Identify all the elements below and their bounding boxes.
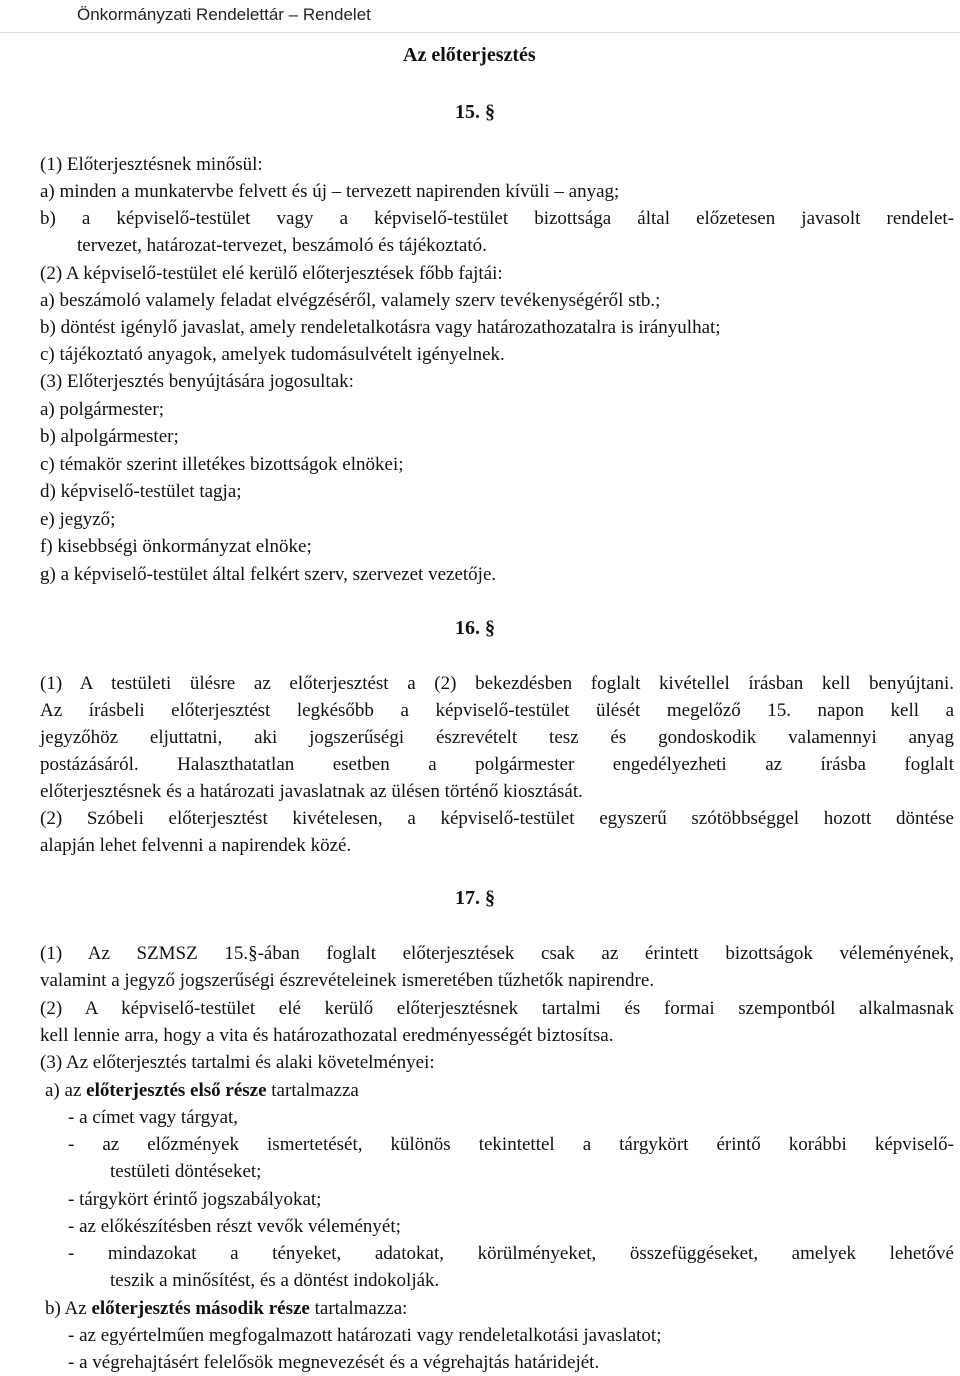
s16-line5: előterjesztésnek és a határozati javaslatnak az ülésen történő kiosztását. — [40, 781, 583, 802]
s17-item-a — [45, 1077, 959, 1104]
s16-line1: (1) A testületi ülésre az előterjesztést a (2) bekezdésben foglalt kivétellel írásban kell benyújtani. — [40, 673, 954, 694]
s15-p3c: c) témakör szerint illetékes bizottságok elnökei; — [40, 454, 404, 475]
s16-line3: jegyzőhöz eljuttatni, aki jogszerűségi észrevételt tesz és gondoskodik valamennyi anyag — [40, 727, 954, 748]
s17-line1: (1) Az SZMSZ 15.§-ában foglalt előterjesztések csak az érintett bizottságok véleményének, — [40, 943, 954, 964]
s15-p1b-line1: b) a képviselő-testület vagy a képviselő-testület bizottsága által előzetesen javasolt rendelet- — [40, 208, 954, 229]
section-17-heading: 17. § — [455, 887, 495, 909]
s17-a5-line2: teszik a minősítést, és a döntést indokolják. — [110, 1270, 440, 1291]
s17-a5-line1: - mindazokat a tényeket, adatokat, körülményeket, összefüggéseket, amelyek lehetővé — [68, 1243, 954, 1264]
s15-p1b-line2: tervezet, határozat-tervezet, beszámoló és tájékoztató. — [77, 235, 487, 256]
s15-p2b: b) döntést igénylő javaslat, amely rendeletalkotásra vagy határozathozatalra is irányulhat; — [40, 317, 721, 338]
s17-item-b-post: tartalmazza: — [309, 1298, 408, 1319]
s17-b1: - az egyértelműen megfogalmazott határozati vagy rendeletalkotási javaslatot; — [68, 1325, 662, 1346]
s16-line6: (2) Szóbeli előterjesztést kivételesen, a képviselő-testület egyszerű szótöbbséggel hozott döntése — [40, 808, 954, 829]
s17-a4: - az előkészítésben részt vevők véleményét; — [68, 1216, 401, 1237]
s16-line7: alapján lehet felvenni a napirendek közé. — [40, 835, 352, 856]
s17-item-a-pre: a) az — [45, 1080, 87, 1101]
s15-p3f: f) kisebbségi önkormányzat elnöke; — [40, 536, 312, 557]
s17-line2: valamint a jegyző jogszerűségi észrevételeinek ismeretében tűzhetők napirendre. — [40, 970, 655, 991]
s15-p3b: b) alpolgármester; — [40, 426, 179, 447]
s17-a1: - a címet vagy tárgyat, — [68, 1107, 239, 1128]
s17-item-b-bold: előterjesztés második része — [91, 1298, 310, 1319]
s17-a2-line1: - az előzmények ismertetését, különös tekintettel a tárgykört érintő korábbi képviselő- — [68, 1134, 954, 1155]
breadcrumb-link[interactable]: Önkormányzati Rendelettár – Rendelet — [77, 5, 371, 24]
s15-p3g: g) a képviselő-testület által felkért szerv, szervezet vezetője. — [40, 564, 497, 585]
s15-p3a: a) polgármester; — [40, 399, 164, 420]
s17-line4: kell lennie arra, hogy a vita és határozathozatal eredményességét biztosítsa. — [40, 1025, 614, 1046]
s15-p1: (1) Előterjesztésnek minősül: — [40, 154, 263, 175]
site-header — [0, 0, 960, 33]
s17-item-b-pre: b) Az — [45, 1298, 92, 1319]
s15-p2: (2) A képviselő-testület elé kerülő előterjesztések főbb fajtái: — [40, 263, 503, 284]
section-15-heading: 15. § — [455, 101, 495, 123]
s15-p3d: d) képviselő-testület tagja; — [40, 481, 242, 502]
s15-p2c: c) tájékoztató anyagok, amelyek tudomásulvételt igényelnek. — [40, 344, 505, 365]
s17-line3: (2) A képviselő-testület elé kerülő előterjesztésnek tartalmi és formai szempontból alkalmasnak — [40, 998, 954, 1019]
s17-line5: (3) Az előterjesztés tartalmi és alaki követelményei: — [40, 1052, 435, 1073]
s17-a2-line2: testületi döntéseket; — [110, 1161, 262, 1182]
s16-line4: postázásáról. Halaszthatatlan esetben a polgármester engedélyezheti az írásba foglalt — [40, 754, 954, 775]
s17-item-a-post: tartalmazza — [266, 1080, 359, 1101]
s17-b2: - a végrehajtásért felelősök megnevezését és a végrehajtás határidejét. — [68, 1352, 600, 1373]
s15-p3e: e) jegyző; — [40, 509, 116, 530]
s17-a3: - tárgykört érintő jogszabályokat; — [68, 1189, 322, 1210]
s15-p3: (3) Előterjesztés benyújtására jogosultak: — [40, 371, 354, 392]
s17-item-b — [45, 1295, 959, 1322]
section-16-heading: 16. § — [455, 617, 495, 639]
s17-item-a-bold: előterjesztés első része — [86, 1080, 267, 1101]
s15-p2a: a) beszámoló valamely feladat elvégzéséről, valamely szerv tevékenységéről stb.; — [40, 290, 661, 311]
s16-line2: Az írásbeli előterjesztést legkésőbb a képviselő-testület ülését megelőző 15. napon kell a — [40, 700, 954, 721]
page-title: Az előterjesztés — [403, 44, 536, 66]
s15-p1a: a) minden a munkatervbe felvett és új – tervezett napirenden kívüli – anyag; — [40, 181, 620, 202]
